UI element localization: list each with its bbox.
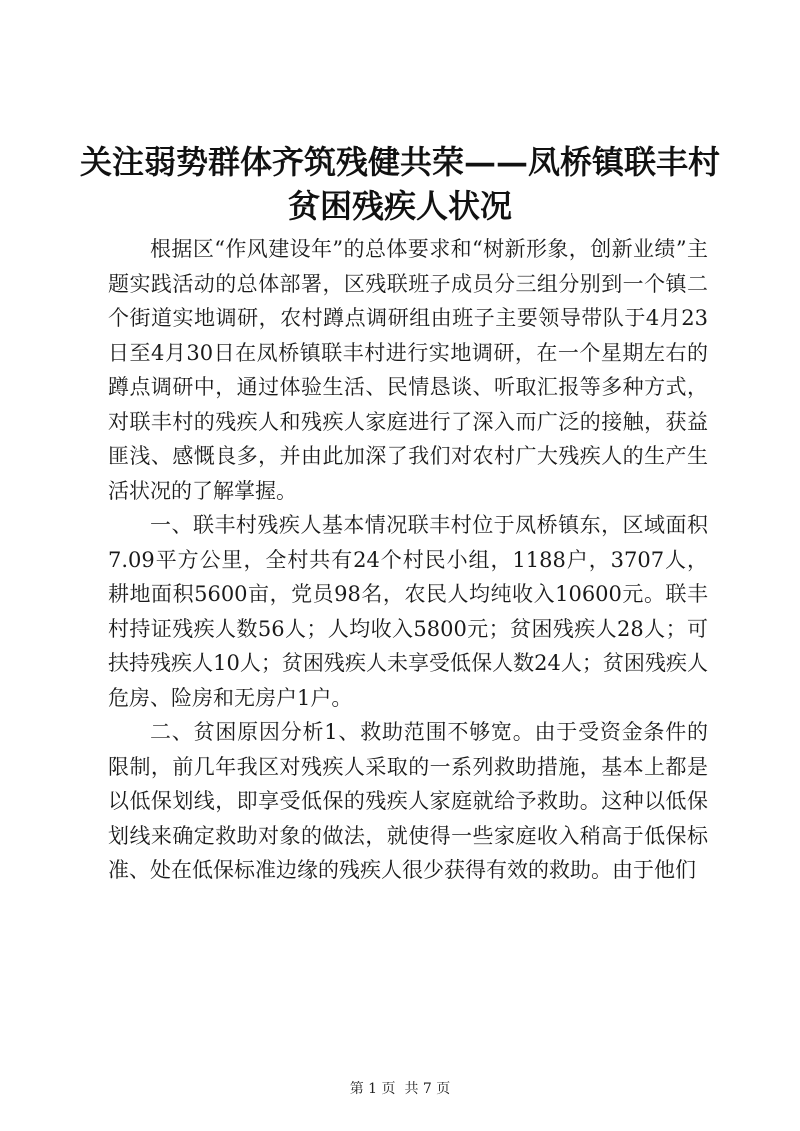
page-number-label: 第 1 页 共 7 页 bbox=[349, 1081, 451, 1097]
paragraph-basic-situation: 一、联丰村残疾人基本情况联丰村位于凤桥镇东，区域面积7.09平方公里，全村共有24个村民小组，1188户，3707人，耕地面积5600亩，党员98名，农民人均纯收入10600元。联丰村持证残疾人数56人；人均收入5800元；贫困残疾人28人；可扶持残疾人10人；贫困残疾人未享受低保人数24人；贫困残疾人危房、险房和无房户1户。 bbox=[108, 513, 708, 710]
paragraph-intro: 根据区“作风建设年”的总体要求和“树新形象，创新业绩”主题实践活动的总体部署，区残联班子成员分三组分别到一个镇二个街道实地调研，农村蹲点调研组由班子主要领导带队于4月23日至4月30日在凤桥镇联丰村进行实地调研，在一个星期左右的蹲点调研中，通过体验生活、民情恳谈、听取汇报等多种方式，对联丰村的残疾人和残疾人家庭进行了深入而广泛的接触，获益匪浅、感慨良多，并由此加深了我们对农村广大残疾人的生产生活状况的了解掌握。 bbox=[108, 237, 708, 503]
paragraph-poverty-causes: 二、贫困原因分析1、救助范围不够宽。由于受资金条件的限制，前几年我区对残疾人采取的一系列救助措施，基本上都是以低保划线，即享受低保的残疾人家庭就给予救助。这种以低保划线来确定救助对象的做法，就使得一些家庭收入稍高于低保标准、处在低保标准边缘的残疾人很少获得有效的救助。由于他们 bbox=[108, 720, 708, 882]
document-title-line-1: 关注弱势群体齐筑残健共荣——凤桥镇联丰村 bbox=[80, 143, 721, 181]
document-title-line-2: 贫困残疾人状况 bbox=[287, 187, 512, 225]
page-footer bbox=[0, 1078, 800, 1098]
document-body bbox=[108, 232, 708, 888]
